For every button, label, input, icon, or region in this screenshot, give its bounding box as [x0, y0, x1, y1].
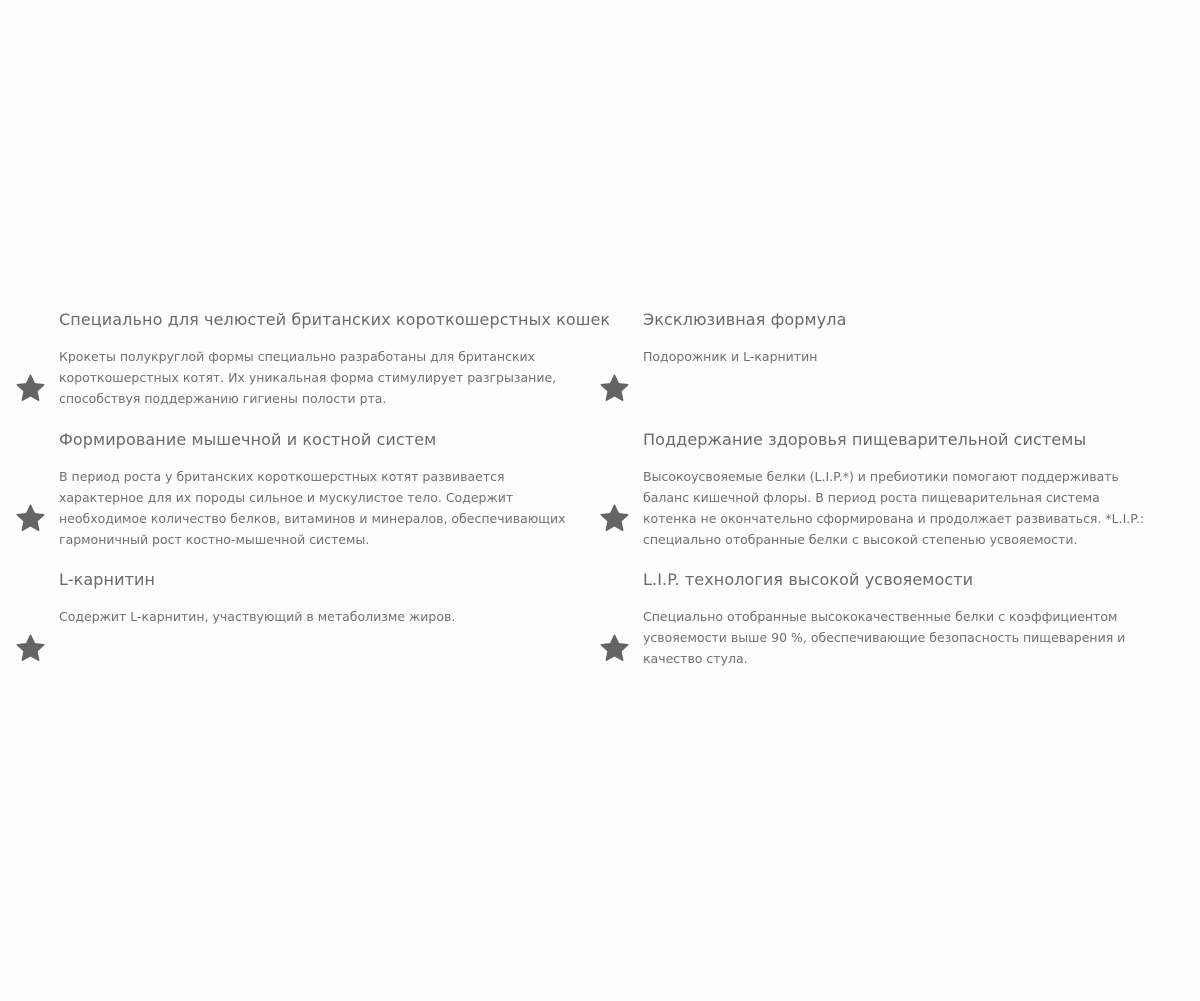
benefit-description: Содержит L-карнитин, участвующий в метаболизме жиров.	[59, 609, 456, 624]
benefit-description: Специально отобранные высококачественные белки с коэффициентом усвояемости выше 90 %, обеспечивающие безопасность пищеварения и качество стула.	[643, 609, 1126, 666]
star-icon	[599, 373, 630, 404]
star-icon	[15, 633, 46, 664]
benefit-title: Специально для челюстей британских короткошерстных кошек	[59, 310, 611, 329]
star-icon	[15, 373, 46, 404]
star-icon	[599, 503, 630, 534]
benefit-title: Поддержание здоровья пищеварительной системы	[643, 430, 1087, 449]
benefit-description: В период роста у британских короткошерстных котят развивается характерное для их породы сильное и мускулистое тело. Содержит необходимое количество белков, витаминов и минералов, обеспечивающих гармоничный рост костно-мышечной системы.	[59, 469, 566, 547]
benefit-title: Эксклюзивная формула	[643, 310, 847, 329]
benefit-description: Крокеты полукруглой формы специально разработаны для британских короткошерстных котят. Их уникальная форма стимулирует разгрызание, способствуя поддержанию гигиены полости рта.	[59, 349, 557, 406]
star-icon	[15, 503, 46, 534]
benefit-title: L.I.P. технология высокой усвояемости	[643, 570, 974, 589]
benefit-title: L-карнитин	[59, 570, 156, 589]
benefit-description: Высокоусвояемые белки (L.I.P.*) и пребиотики помогают поддерживать баланс кишечной флоры. В период роста пищеварительная система котенка не окончательно сформирована и продолжает развиваться. *L.I.P.: специально отобранные белки с высокой степенью усвояемости.	[643, 469, 1145, 547]
benefit-title: Формирование мышечной и костной систем	[59, 430, 437, 449]
star-icon	[599, 633, 630, 664]
benefit-description: Подорожник и L-карнитин	[643, 349, 818, 364]
